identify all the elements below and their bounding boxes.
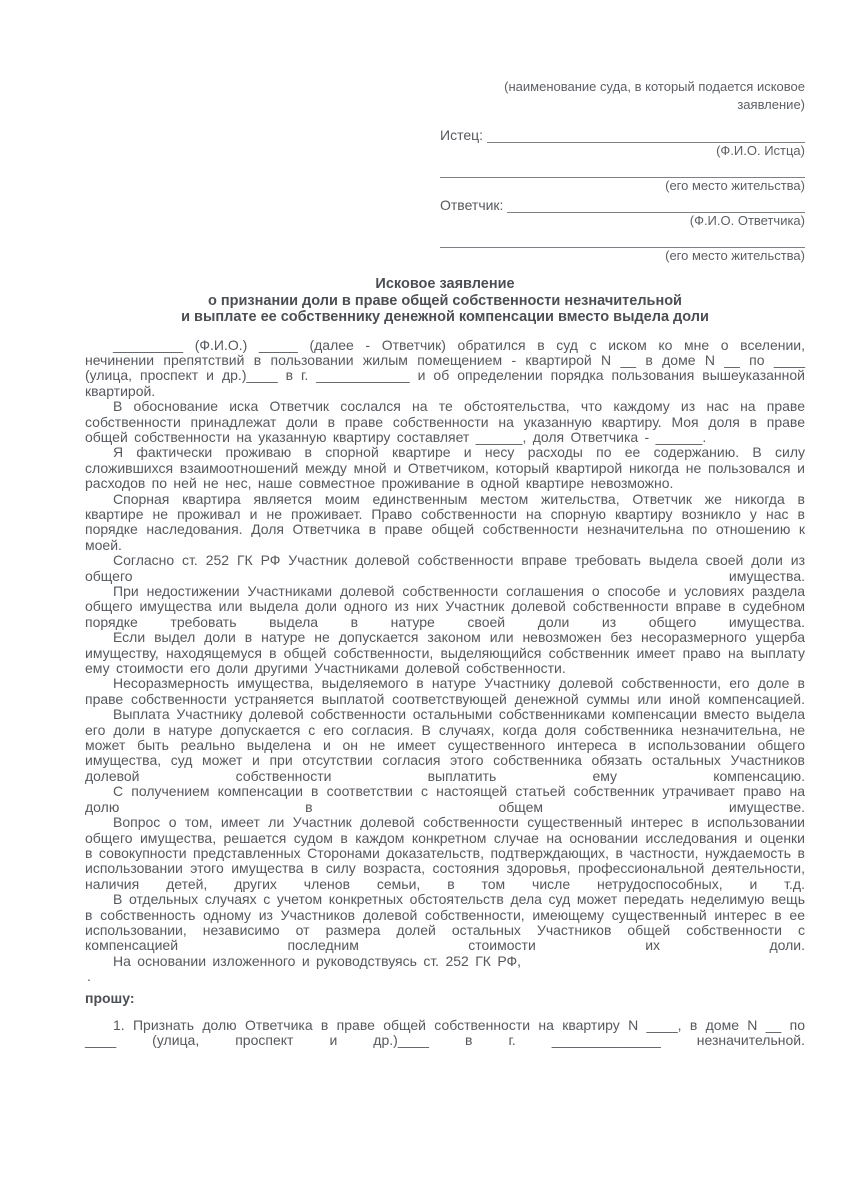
plaintiff-label: Истец: bbox=[440, 127, 484, 143]
defendant-field bbox=[440, 192, 805, 213]
defendant-residence-caption: (его место жительства) bbox=[665, 248, 805, 263]
plaintiff-name-caption: (Ф.И.О. Истца) bbox=[716, 143, 805, 158]
body-paragraph: На основании изложенного и руководствуясь ст. 252 ГК РФ, bbox=[113, 952, 522, 969]
body-paragraph: Согласно ст. 252 ГК РФ Участник долевой собственности вправе требовать выдела своей доли из общего имущества. bbox=[85, 552, 805, 584]
document-title-line-1: Исковое заявление bbox=[375, 276, 515, 292]
body-paragraph: В обоснование иска Ответчик сослался на те обстоятельства, что каждому из нас на праве собственности принадлежат доли в праве собственности на указанную квартиру. Моя доля в праве общей собственности на указанную квартиру составляет ______, доля Ответчика - ______. bbox=[85, 398, 805, 445]
plaintiff-field bbox=[440, 122, 805, 143]
body-paragraph: В отдельных случаях с учетом конкретных обстоятельств дела суд может передать неделимую вещь в собственность одному из Участников долевой собственности, имеющему существенный интерес в ее использовании, независимо от размера долей остальных Участников общей собственности с компенсацией последним стоимости их доли. bbox=[85, 891, 805, 954]
plaintiff-residence-caption: (его место жительства) bbox=[665, 178, 805, 193]
body-paragraph: С получением компенсации в соответствии с настоящей статьей собственник утрачивает право на долю в общем имуществе. bbox=[85, 783, 805, 815]
defendant-residence-blank-line[interactable] bbox=[440, 227, 805, 248]
document-body bbox=[85, 338, 805, 985]
defendant-name-blank-line[interactable] bbox=[507, 192, 805, 213]
body-paragraph: . bbox=[87, 968, 91, 985]
defendant-residence-field bbox=[440, 227, 805, 248]
plaintiff-residence-blank-line[interactable] bbox=[440, 157, 805, 178]
court-header bbox=[440, 78, 805, 262]
body-paragraph: _________ (Ф.И.О.) _____ (далее - Ответчик) обратился в суд с иском ко мне о вселении, нечинении препятствий в пользовании жилым помещением - квартирой N __ в доме N __ по ____ (улица, проспект и др.)____ в г. ____________ и об определении порядка пользования вышеуказанной квартирой. bbox=[85, 336, 805, 399]
plaintiff-residence-field bbox=[440, 157, 805, 178]
defendant-name-caption: (Ф.И.О. Ответчика) bbox=[689, 213, 805, 228]
body-paragraph: При недостижении Участниками долевой собственности соглашения о способе и условиях раздела общего имущества или выдела доли одного из них Участник долевой собственности вправе в судебном порядке требовать выдела в натуре своей доли из общего имущества. bbox=[85, 583, 805, 630]
defendant-label: Ответчик: bbox=[440, 197, 504, 213]
body-paragraph: Если выдел доли в натуре не допускается законом или невозможен без несоразмерного ущерба имуществу, находящемуся в общей собственности, выделяющийся собственник имеет право на выплату ему стоимости его доли другими Участниками долевой собственности. bbox=[85, 629, 805, 677]
request-label: прошу: bbox=[85, 989, 135, 1006]
body-paragraph: Вопрос о том, имеет ли Участник долевой собственности существенный интерес в использовании общего имущества, решается судом в каждом конкретном случае на основании исследования и оценки в совокупности представленных Сторонами доказательств, подтверждающих, в частности, нуждаемость в использовании этого имущества в силу возраста, состояния здоровья, профессиональной деятельности, наличия детей, других членов семьи, в том числе нетрудоспособных, и т.д. bbox=[85, 814, 805, 892]
document-title bbox=[85, 276, 805, 326]
body-paragraph: Спорная квартира является моим единственным местом жительства, Ответчик же никогда в квартире не проживал и не проживает. Право собственности на спорную квартиру возникло у нас в порядке наследования. Доля Ответчика в праве общей собственности незначительна по отношению к моей. bbox=[85, 490, 805, 553]
body-paragraph: Я фактически проживаю в спорной квартире и несу расходы по ее содержанию. В силу сложившихся взаимоотношений между мной и Ответчиком, который квартирой никогда не пользовался и расходов по ней не нес, наше совместное проживание в одной квартире невозможно. bbox=[85, 444, 805, 492]
body-paragraph: Несоразмерность имущества, выделяемого в натуре Участнику долевой собственности, его доле в праве собственности устраняется выплатой соответствующей денежной суммы или иной компенсацией. bbox=[85, 675, 805, 707]
court-name-caption: (наименование суда, в который подается исковое заявление) bbox=[504, 79, 805, 112]
plaintiff-name-blank-line[interactable] bbox=[487, 122, 805, 143]
document-title-line-3: и выплате ее собственнику денежной компенсации вместо выдела доли bbox=[181, 309, 709, 325]
document-title-line-2: о признании доли в праве общей собственности незначительной bbox=[208, 292, 682, 309]
body-paragraph: Выплата Участнику долевой собственности остальными собственниками компенсации вместо выдела его доли в натуре допускается с его согласия. В случаях, когда доля собственника незначительна, не может быть реально выделена и он не имеет существенного интереса в использовании общего имущества, суд может и при отсутствии согласия этого собственника обязать остальных Участников долевой собственности выплатить ему компенсацию. bbox=[85, 706, 805, 784]
request-item-1: 1. Признать долю Ответчика в праве общей собственности на квартиру N ____, в доме N __ по ____ (улица, проспект и др.)____ в г. ______________ незначительной. bbox=[85, 1016, 805, 1049]
